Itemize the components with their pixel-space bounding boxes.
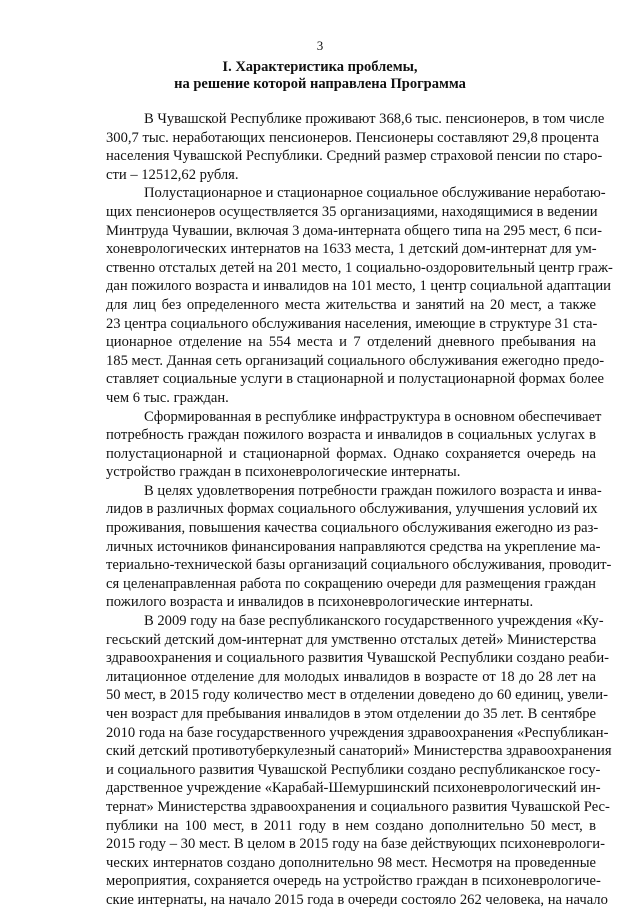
paragraph-line: Полустационарное и стационарное социальное обслуживание неработаю- — [144, 185, 606, 202]
paragraph — [106, 612, 612, 910]
paragraph — [106, 184, 613, 407]
paragraph-line: мероприятия, сохраняется очередь на устройство граждан в психоневрологиче- — [106, 873, 601, 890]
paragraph-line: 2010 года на базе государственного учреждения здравоохранения «Республикан- — [106, 724, 609, 741]
paragraph-line: населения Чувашской Республики. Средний размер страховой пенсии по старо- — [106, 148, 603, 165]
paragraph-line: публики на 100 мест, в 2011 году в нем создано дополнительно 50 мест, в — [106, 817, 596, 834]
paragraph-line: териально-технической базы организаций социального обслуживания, проводит- — [106, 557, 612, 574]
paragraph-line: потребность граждан пожилого возраста и инвалидов в социальных услугах в — [106, 427, 596, 444]
paragraph-line: ский детский противотуберкулезный санаторий» Министерства здравоохранения — [106, 743, 612, 760]
paragraph-line: дарственное учреждение «Карабай-Шемуршинский психоневрологический ин- — [106, 780, 601, 797]
paragraph-line: 185 мест. Данная сеть организаций социального обслуживания ежегодно предо- — [106, 352, 605, 369]
paragraph — [106, 408, 602, 482]
paragraph-line: ственно отсталых детей на 201 место, 1 социально-оздоровительный центр граж- — [106, 259, 613, 276]
document-body — [106, 110, 613, 910]
paragraph-line: ские интернаты, на начало 2015 года в очереди состояло 262 человека, на начало — [106, 891, 608, 908]
paragraph-line: полустационарной и стационарной формах. Однако сохраняется очередь на — [106, 445, 596, 462]
paragraph-line: В Чувашской Республике проживают 368,6 тыс. пенсионеров, в том числе — [144, 111, 605, 127]
paragraph — [106, 110, 605, 184]
section-heading — [60, 59, 580, 93]
paragraph-line: проживания, повышения качества социального обслуживания ежегодно из раз- — [106, 520, 599, 537]
paragraph-line: 50 мест, в 2015 году количество мест в отделении доведено до 60 единиц, увели- — [106, 687, 608, 704]
paragraph-line: тернат» Министерства здравоохранения и социального развития Чувашской Рес- — [106, 798, 610, 815]
paragraph-line: сти – 12512,62 рубля. — [106, 166, 239, 183]
section-heading-line-2: на решение которой направлена Программа — [174, 76, 466, 92]
paragraph-line: В 2009 году на базе республиканского государственного учреждения «Ку- — [144, 613, 604, 630]
paragraph-line: Минтруда Чувашии, включая 3 дома-интерната общего типа на 295 мест, 6 пси- — [106, 222, 602, 239]
page-number: 3 — [316, 38, 324, 53]
section-heading-line-1: I. Характеристика проблемы, — [222, 59, 418, 75]
paragraph-line: личных источников финансирования направляются средства на укрепление ма- — [106, 538, 601, 555]
paragraph-line: ся целенаправленная работа по сокращению очереди для размещения граждан — [106, 575, 596, 592]
paragraph-line: ческих интернатов создано дополнительно 98 мест. Несмотря на проведенные — [106, 854, 596, 871]
paragraph-line: устройство граждан в психоневрологические интернаты. — [106, 464, 461, 481]
paragraph-line: и социального развития Чувашской Республики создано республиканское госу- — [106, 761, 601, 778]
paragraph-line: Сформированная в республике инфраструктура в основном обеспечивает — [144, 408, 602, 425]
paragraph-line: хоневрологических интернатов на 1633 места, 1 детский дом-интернат для ум- — [106, 241, 597, 258]
paragraph-line: ционарное отделение на 554 места и 7 отделений дневного пребывания на — [106, 334, 596, 351]
paragraph-line: дан пожилого возраста и инвалидов на 101 место, 1 центр социальной адаптации — [106, 278, 611, 295]
paragraph-line: пожилого возраста и инвалидов в психоневрологические интернаты. — [106, 594, 534, 611]
paragraph-line: 23 центра социального обслуживания населения, имеющие в структуре 31 ста- — [106, 315, 598, 332]
paragraph-line: В целях удовлетворения потребности граждан пожилого возраста и инва- — [144, 482, 602, 499]
paragraph-line: здравоохранения и социального развития Чувашской Республики создано реаби- — [106, 650, 610, 667]
paragraph-line: чен возраст для пребывания инвалидов в этом отделении до 35 лет. В сентябре — [106, 706, 597, 722]
paragraph-line: 300,7 тыс. неработающих пенсионеров. Пенсионеры составляют 29,8 процента — [106, 129, 599, 146]
paragraph-line: для лиц без определенного места жительства и занятий на 20 мест, а также — [106, 296, 596, 313]
paragraph-line: литационное отделение для молодых инвалидов в возрасте от 18 до 28 лет на — [106, 668, 596, 685]
paragraph-line: лидов в различных формах социального обслуживания, улучшения условий их — [106, 501, 598, 518]
paragraph-line: 2015 году – 30 мест. В целом в 2015 году на базе действующих психоневрологи- — [106, 836, 605, 853]
paragraph-line: щих пенсионеров осуществляется 35 организациями, находящимися в ведении — [106, 203, 598, 220]
paragraph-line: ставляет социальные услуги в стационарной и полустационарной формах более — [106, 371, 604, 388]
paragraph-line: гесьский детский дом-интернат для умственно отсталых детей» Министерства — [106, 631, 597, 648]
paragraph-line: чем 6 тыс. граждан. — [106, 389, 229, 406]
paragraph — [106, 482, 612, 612]
